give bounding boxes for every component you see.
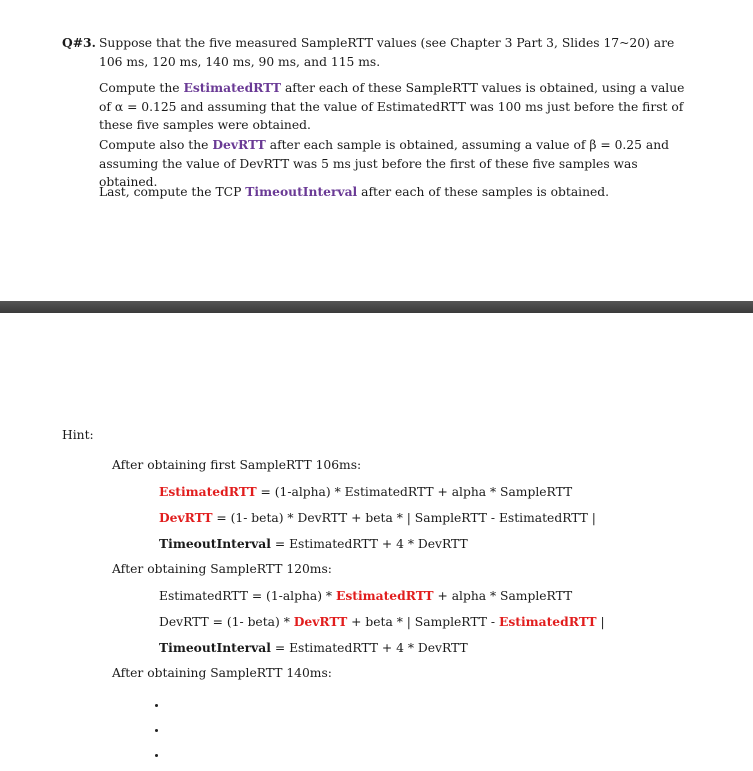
step2-est-a: EstimatedRTT = (1-alpha) * — [159, 589, 336, 603]
step2-dev-formula — [159, 614, 605, 629]
timeout-interval-term: TimeoutInterval — [245, 184, 358, 199]
task-dev-text-a: Compute also the — [99, 138, 213, 152]
estimated-rtt-term: EstimatedRTT — [183, 80, 282, 95]
step3-heading: After obtaining SampleRTT 140ms: — [112, 666, 332, 680]
step1-est-term: EstimatedRTT — [159, 484, 257, 499]
task-estimated-rtt — [99, 79, 699, 135]
task-timeout-text-b: after each of these samples is obtained. — [357, 185, 610, 199]
step1-timeout-formula — [159, 536, 468, 551]
step1-dev-formula — [159, 510, 596, 525]
step2-est-b: + alpha * SampleRTT — [433, 589, 573, 603]
step2-dev-b: + beta * | SampleRTT - — [347, 615, 499, 629]
section-divider — [0, 301, 753, 313]
step1-dev-rest: = (1- beta) * DevRTT + beta * | SampleRTT - EstimatedRTT | — [212, 511, 596, 525]
step1-to-term: TimeoutInterval — [159, 536, 271, 551]
step2-est-red: EstimatedRTT — [335, 588, 434, 603]
step1-estimated-formula — [159, 484, 572, 499]
hint-label: Hint: — [62, 428, 94, 442]
task-timeout — [99, 183, 699, 202]
dev-rtt-term: DevRTT — [212, 137, 266, 152]
step2-estimated-formula — [159, 588, 572, 603]
step2-dev-red2: EstimatedRTT — [498, 614, 597, 629]
ellipsis-dot — [155, 754, 158, 757]
task-estimated-text-b: after each of these SampleRTT values is obtained, using a value of α = 0.125 and assuming that the value of EstimatedRTT was 100 ms just before the first of these five samples were obtained. — [99, 81, 685, 132]
step1-dev-term: DevRTT — [159, 510, 213, 525]
step2-to-rest: = EstimatedRTT + 4 * DevRTT — [270, 641, 468, 655]
task-dev-text-b: after each sample is obtained, assuming a value of β = 0.25 and assuming the value of DevRTT was 5 ms just before the first of these five samples was obtained. — [99, 138, 669, 189]
question-number: Q#3. — [62, 35, 96, 50]
step2-to-term: TimeoutInterval — [159, 640, 271, 655]
step2-dev-red1: DevRTT — [293, 614, 348, 629]
question-intro: Suppose that the five measured SampleRTT values (see Chapter 3 Part 3, Slides 17~20) are 106 ms, 120 ms, 140 ms, 90 ms, and 115 ms. — [99, 36, 675, 69]
task-timeout-text-a: Last, compute the TCP — [99, 185, 246, 199]
step2-dev-a: DevRTT = (1- beta) * — [159, 615, 294, 629]
ellipsis-dot — [155, 729, 158, 732]
ellipsis-dot — [155, 704, 158, 707]
step2-timeout-formula — [159, 640, 468, 655]
step1-to-rest: = EstimatedRTT + 4 * DevRTT — [270, 537, 468, 551]
step2-heading: After obtaining SampleRTT 120ms: — [112, 562, 332, 576]
step1-est-rest: = (1-alpha) * EstimatedRTT + alpha * SampleRTT — [256, 485, 573, 499]
step1-heading: After obtaining first SampleRTT 106ms: — [112, 458, 362, 472]
step2-dev-c: | — [596, 615, 605, 629]
task-estimated-text-a: Compute the — [99, 81, 184, 95]
